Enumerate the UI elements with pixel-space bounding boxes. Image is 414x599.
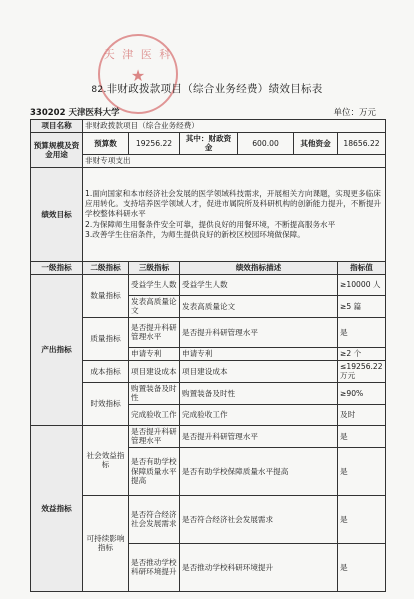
value-cell: 是 bbox=[338, 543, 386, 591]
level2-cell: 可持续影响指标 bbox=[83, 495, 129, 591]
description-cell: 是否提升科研管理水平 bbox=[180, 317, 338, 347]
level3-cell: 受益学生人数 bbox=[129, 274, 180, 295]
finance-funds-value: 600.00 bbox=[238, 133, 294, 155]
description-cell: 是否提升科研管理水平 bbox=[180, 425, 338, 447]
level2-cell: 社会效益指标 bbox=[83, 425, 129, 495]
table-row bbox=[31, 382, 386, 404]
table-row bbox=[31, 425, 386, 447]
description-cell: 发表高质量论文 bbox=[180, 295, 338, 317]
value-cell: 是 bbox=[338, 495, 386, 543]
description-cell: 是否推动学校科研环境提升 bbox=[180, 543, 338, 591]
description-cell: 完成验收工作 bbox=[180, 404, 338, 425]
level3-cell: 项目建设成本 bbox=[129, 360, 180, 382]
value-cell: ≥2 个 bbox=[338, 347, 386, 360]
level2-cell: 时效指标 bbox=[83, 382, 129, 425]
finance-funds-label: 其中：财政资金 bbox=[180, 133, 238, 155]
level3-cell: 完成验收工作 bbox=[129, 404, 180, 425]
other-funds-value: 18656.22 bbox=[338, 133, 386, 155]
table-row bbox=[31, 360, 386, 382]
budget-section-label: 预算规模及资金用途 bbox=[31, 133, 83, 168]
header-value: 指标值 bbox=[338, 261, 386, 274]
goal-item: 3.改善学生住宿条件，为师生提供良好的新校区校园环境做保障。 bbox=[85, 229, 305, 239]
description-cell: 申请专利 bbox=[180, 347, 338, 360]
description-cell: 购置装备及时性 bbox=[180, 382, 338, 404]
level2-cell: 成本指标 bbox=[83, 360, 129, 382]
title-text: 非财政拨款项目（综合业务经费）绩效目标表 bbox=[106, 83, 323, 95]
description-cell: 项目建设成本 bbox=[180, 360, 338, 382]
value-cell: 是 bbox=[338, 425, 386, 447]
level3-cell: 购置装备及时性 bbox=[129, 382, 180, 404]
seal-text: 天 津 医 科 bbox=[103, 48, 173, 61]
project-name-value: 非财政拨款项目（综合业务经费） bbox=[83, 120, 386, 133]
goal-item: 2.为保障师生用餐条件安全可靠，提供良好的用餐环境，不断提高服务水平 bbox=[85, 219, 336, 229]
value-cell: ≥5 篇 bbox=[338, 295, 386, 317]
value-cell: ≥90% bbox=[338, 382, 386, 404]
level3-cell: 申请专利 bbox=[129, 347, 180, 360]
header-level2: 二级指标 bbox=[83, 261, 129, 274]
level3-cell: 是否符合经济社会发展需求 bbox=[129, 495, 180, 543]
description-cell: 受益学生人数 bbox=[180, 274, 338, 295]
level2-cell: 质量指标 bbox=[83, 317, 129, 360]
header-level3: 三级指标 bbox=[129, 261, 180, 274]
level3-cell: 是否推动学校科研环境提升 bbox=[129, 543, 180, 591]
other-funds-label: 其他资金 bbox=[294, 133, 338, 155]
table-row bbox=[31, 495, 386, 543]
level3-cell: 是否提升科研管理水平 bbox=[129, 425, 180, 447]
fund-purpose: 非财专项支出 bbox=[83, 154, 386, 167]
value-cell: ≥10000 人 bbox=[338, 274, 386, 295]
description-cell: 是否有助学校保障质量水平提高 bbox=[180, 447, 338, 495]
performance-goal-table bbox=[30, 119, 386, 592]
effect-indicator-label: 效益指标 bbox=[31, 425, 83, 591]
table-row bbox=[31, 317, 386, 347]
value-cell: 及时 bbox=[338, 404, 386, 425]
header-level1: 一级指标 bbox=[31, 261, 83, 274]
unit-label: 单位：万元 bbox=[333, 108, 376, 118]
level2-cell: 数量指标 bbox=[83, 274, 129, 317]
value-cell: ≤19256.22 万元 bbox=[338, 360, 386, 382]
header-description: 绩效指标描述 bbox=[180, 261, 338, 274]
seal-star-icon: ★ bbox=[130, 66, 146, 85]
title-number: 82. bbox=[91, 85, 107, 95]
budget-amount-value: 19256.22 bbox=[129, 133, 180, 155]
organization-code: 330202 天津医科大学 bbox=[30, 108, 120, 118]
level3-cell: 是否有助学校保障质量水平提高 bbox=[129, 447, 180, 495]
project-name-label: 项目名称 bbox=[31, 120, 83, 133]
value-cell: 是 bbox=[338, 447, 386, 495]
table-row bbox=[31, 274, 386, 295]
performance-goal-label: 绩效目标 bbox=[31, 167, 83, 261]
performance-goal-text bbox=[83, 167, 386, 261]
budget-amount-label: 预算数 bbox=[83, 133, 129, 155]
goal-item: 1.面向国家和本市经济社会发展的医学领域科技需求，开展相关方向课题，实现更多临床应用转化。支持培养医学领域人才，促进市属院所及科研机构的创新能力提升，不断提升学校整体科研水平 bbox=[85, 189, 382, 219]
official-seal-stamp bbox=[98, 34, 178, 114]
output-indicator-label: 产出指标 bbox=[31, 274, 83, 425]
level3-cell: 是否提升科研管理水平 bbox=[129, 317, 180, 347]
description-cell: 是否符合经济社会发展需求 bbox=[180, 495, 338, 543]
value-cell: 是 bbox=[338, 317, 386, 347]
page-title bbox=[0, 81, 414, 96]
level3-cell: 发表高质量论文 bbox=[129, 295, 180, 317]
